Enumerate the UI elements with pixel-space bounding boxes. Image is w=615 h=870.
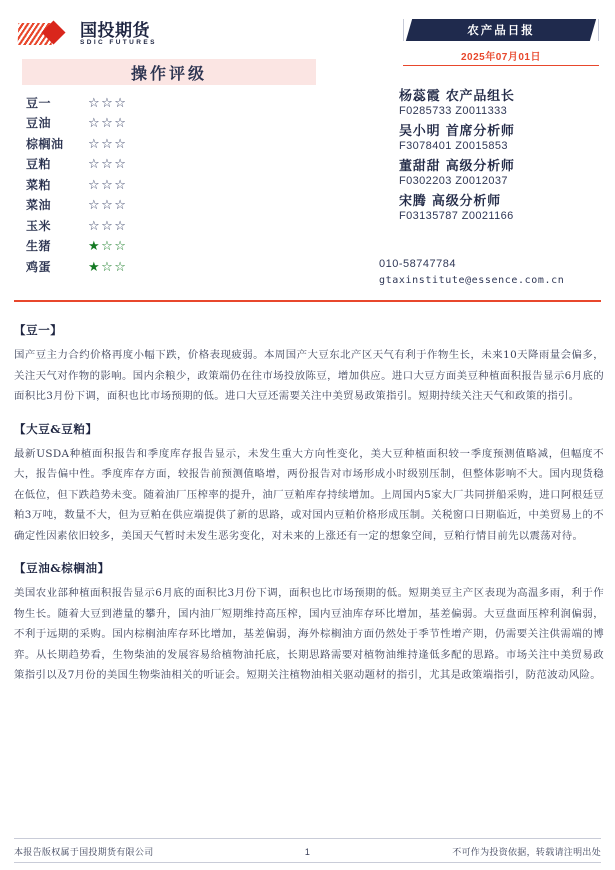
- rating-stars-icon: ★☆☆: [88, 238, 128, 254]
- rating-commodity-name: 鸡蛋: [26, 259, 52, 274]
- rating-row: [26, 92, 326, 113]
- rating-row: [26, 215, 326, 236]
- rating-commodity-name: 豆粕: [26, 157, 52, 172]
- rating-row: [26, 113, 326, 134]
- analyst-license-code: F3078401 Z0015853: [399, 140, 508, 152]
- analyst-name: 吴小明 首席分析师: [399, 124, 515, 139]
- analyst-license-code: F0302203 Z0012037: [399, 175, 508, 187]
- rating-commodity-name: 豆一: [26, 95, 52, 110]
- section-body-text: 美国农业部种植面积报告显示6月底的面积比3月份下调，面积也比市场预期的低。短期美豆主产区表现为高温多雨，利于作物生长。随着大豆到港量的攀升，国内油厂短期维持高压榨，国内豆油库存环比增加，基差偏弱。大豆盘面压榨利润偏弱，不利于远期的采购。国内棕榈油库存环比增加，基差偏弱，海外棕榈油方面仍然处于季节性增产期，仍需要关注供需端的博弈。从长期趋势看，生物柴油的发展容易给植物油托底，长期思路需要对植物油维持逢低多配的思路。市场关注中美贸易政策指引以及7月份的美国生物柴油相关的听证会。短期关注植物油相关驱动题材的指引，尤其是政策端指引，防范波动风险。: [14, 587, 604, 681]
- report-title: 农产品日报: [467, 23, 535, 37]
- rating-row: [26, 174, 326, 195]
- analyst-license-code: F03135787 Z0021166: [399, 210, 514, 222]
- analyst-list: [399, 82, 599, 222]
- rating-row: [26, 154, 326, 175]
- logo-text: [80, 22, 157, 47]
- logo-mark-icon: [18, 21, 74, 47]
- footer-copyright: 本报告版权属于国投期货有限公司: [14, 847, 154, 857]
- rating-stars-icon: ☆☆☆: [88, 94, 128, 110]
- rating-commodity-name: 菜粕: [26, 177, 52, 192]
- report-date: 2025年07月01日: [461, 52, 541, 63]
- contact-email: gtaxinstitute@essence.com.cn: [379, 275, 565, 286]
- logo-chinese-name: 国投期货: [80, 20, 150, 40]
- report-body: [14, 322, 604, 700]
- report-section: [14, 560, 604, 686]
- rating-stars-icon: ☆☆☆: [88, 135, 128, 151]
- analyst-name: 杨蕊霞 农产品组长: [399, 89, 515, 104]
- rating-commodity-name: 菜油: [26, 198, 52, 213]
- logo-english-name: SDIC FUTURES: [80, 38, 157, 46]
- analyst-license-code: F0285733 Z0011333: [399, 105, 508, 117]
- rating-row: [26, 195, 326, 216]
- rating-row: [26, 236, 326, 257]
- rating-panel-header: [22, 59, 316, 85]
- footer-top-divider: [14, 838, 601, 839]
- analyst-name: 宋腾 高级分析师: [399, 194, 501, 209]
- rating-commodity-name: 玉米: [26, 218, 52, 233]
- rating-commodity-name: 生猪: [26, 239, 52, 254]
- section-title: 【大豆&豆粕】: [14, 421, 98, 436]
- report-header: [0, 0, 615, 300]
- contact-block: [379, 258, 599, 286]
- rating-stars-icon: ☆☆☆: [88, 156, 128, 172]
- rating-commodity-name: 棕榈油: [26, 136, 64, 151]
- company-logo: [18, 17, 157, 51]
- report-section: [14, 421, 604, 547]
- rating-stars-icon: ☆☆☆: [88, 176, 128, 192]
- rating-commodity-name: 豆油: [26, 116, 52, 131]
- section-body-text: 国产豆主力合约价格再度小幅下跌，价格表现疲弱。本周国产大豆东北产区天气有利于作物生长，未来10天降雨量会偏多，关注天气对作物的影响。国内余粮少，政策端仍在往市场投放陈豆，增加供应。进口大豆方面美豆种植面积报告显示6月底的面积比3月份下调，面积也比市场预期的低。进口大豆还需要关注中美贸易政策指引。短期持续关注天气和政策的指引。: [14, 349, 604, 402]
- rating-stars-icon: ☆☆☆: [88, 217, 128, 233]
- footer-disclaimer: 不可作为投资依据，转载请注明出处: [452, 847, 601, 857]
- header-divider: [14, 300, 601, 302]
- contact-phone: 010-58747784: [379, 258, 456, 270]
- rating-stars-icon: ★☆☆: [88, 258, 128, 274]
- footer-bottom-divider: [14, 862, 601, 863]
- section-title: 【豆油&棕榈油】: [14, 561, 110, 575]
- report-date-block: [403, 48, 599, 66]
- rating-stars-icon: ☆☆☆: [88, 197, 128, 213]
- rating-row: [26, 133, 326, 154]
- report-title-banner: [403, 19, 599, 41]
- footer-page-number: 1: [304, 846, 311, 857]
- section-body-text: 最新USDA种植面积报告和季度库存报告显示，未发生重大方向性变化，美大豆种植面积较一季度预测值略减，但幅度不大，报告偏中性。季度库存方面，较报告前预测值略增，两份报告对市场形成小时级别压制，但整体影响不大。国内现货稳在低位，但下跌趋势未变。随着油厂压榨率的提升，油厂豆粕库存持续增加。上周国内5家大厂共同拼船采购，进口阿根廷豆粕3万吨，数量不大，但为豆粕在供应端提供了新的思路，或对国内豆粕价格形成压制。关税窗口日期临近，中美贸易上的不确定性因素依旧较多，美国天气暂时未发生恶劣变化，对未来的上涨还有一定的想象空间，豆粕行情目前先以震荡对待。: [14, 447, 604, 542]
- report-footer: [14, 845, 601, 858]
- report-section: [14, 322, 604, 407]
- date-underline: [403, 65, 599, 66]
- rating-stars-icon: ☆☆☆: [88, 115, 128, 131]
- rating-table: [26, 92, 326, 277]
- section-title: 【豆一】: [14, 323, 63, 337]
- analyst-name: 董甜甜 高级分析师: [399, 159, 515, 174]
- rating-row: [26, 256, 326, 277]
- rating-panel-title: 操作评级: [130, 63, 207, 83]
